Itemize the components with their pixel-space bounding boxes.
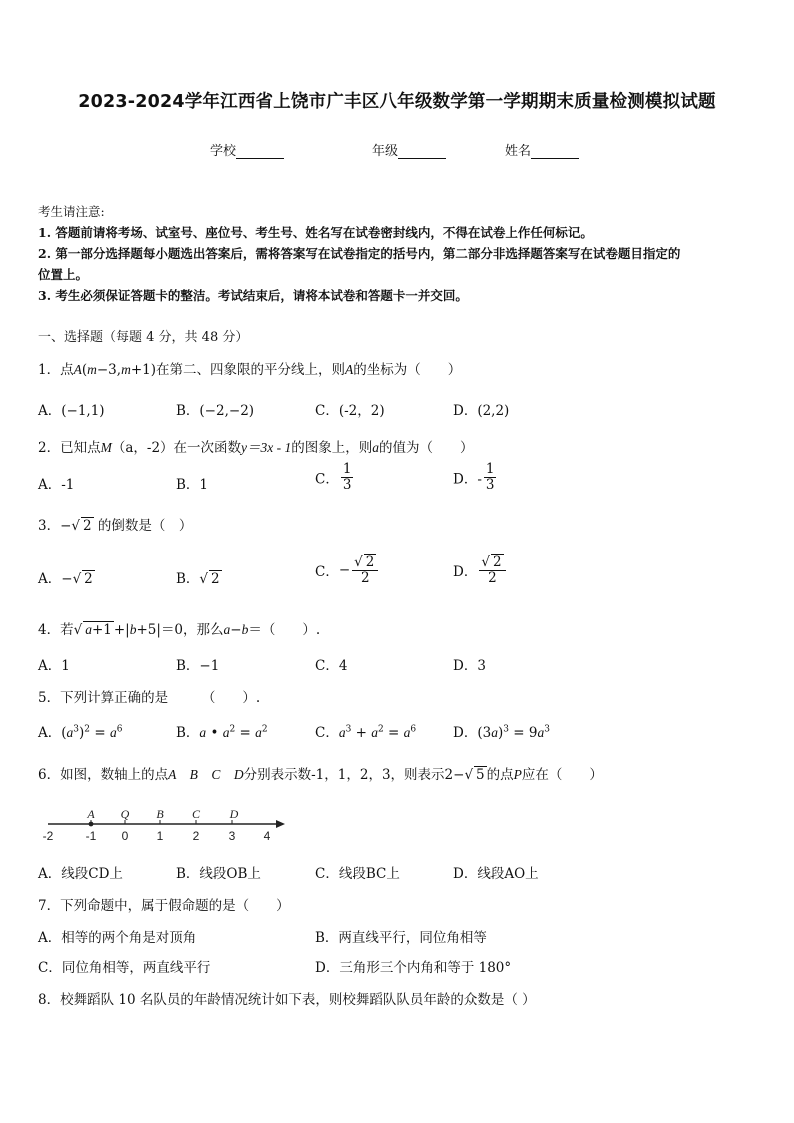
q5-option-c[interactable]: C．$a^3 + a^2 = a^6$ bbox=[315, 724, 417, 741]
notice-heading: 考生请注意: bbox=[38, 204, 105, 219]
q3-option-d[interactable]: D． $\frac{√ 2}{2}$ bbox=[453, 554, 506, 586]
school-blank[interactable] bbox=[236, 146, 284, 159]
q5-option-b[interactable]: B．a • $a^2 = a^2$ bbox=[176, 724, 268, 741]
q3-option-a[interactable]: A．−√ 2 bbox=[38, 571, 93, 587]
tick-label: -1 bbox=[85, 829, 97, 843]
q1-option-b[interactable]: B．(−2,−2) bbox=[176, 403, 255, 419]
q4-option-b[interactable]: B．−1 bbox=[176, 658, 220, 674]
page-title: 2023-2024学年江西省上饶市广丰区八年级数学第一学期期末质量检测模拟试题 bbox=[78, 92, 716, 112]
point-a-dot bbox=[89, 822, 94, 827]
notice-item: 位置上。 bbox=[38, 267, 89, 282]
notice-item: 1. 答题前请将考场、试室号、座位号、考生号、姓名写在试卷密封线内，不得在试卷上作任何标记。 bbox=[38, 225, 593, 240]
q5-option-a[interactable]: A．$(a^3)^2 = a^6$ bbox=[38, 724, 123, 741]
tick-label: 4 bbox=[263, 829, 271, 843]
notice-item: 3. 考生必须保证答题卡的整洁。考试结束后，请将本试卷和答题卡一并交回。 bbox=[38, 288, 468, 303]
question-7: 7．下列命题中，属于假命题的是（ ） bbox=[38, 898, 290, 914]
question-1: 1．点A(m−3,m+1)在第二、四象限的平分线上，则A的坐标为（ ） bbox=[38, 362, 462, 378]
number-line-figure bbox=[44, 806, 288, 846]
q6-option-a[interactable]: A．线段CD上 bbox=[38, 866, 123, 882]
q1-option-a[interactable]: A．(−1,1) bbox=[38, 403, 105, 419]
q7-option-a[interactable]: A．相等的两个角是对顶角 bbox=[38, 930, 197, 946]
tick-label: 2 bbox=[192, 829, 200, 843]
q4-option-a[interactable]: A．1 bbox=[38, 658, 70, 674]
tick-label: 3 bbox=[228, 829, 236, 843]
q2-option-a[interactable]: A．-1 bbox=[38, 477, 75, 493]
point-label: B bbox=[156, 807, 164, 821]
grade-field[interactable] bbox=[372, 140, 446, 159]
q4-option-c[interactable]: C．4 bbox=[315, 658, 348, 674]
question-6: 6．如图，数轴上的点A B C D分别表示数-1，1，2，3，则表示2−√ 5 的点P应在（ ） bbox=[38, 767, 603, 783]
name-label: 姓名 bbox=[505, 144, 532, 159]
q3-option-b[interactable]: B．√ 2 bbox=[176, 571, 220, 587]
name-field[interactable] bbox=[505, 140, 579, 159]
tick-label: -2 bbox=[42, 829, 54, 843]
q7-option-c[interactable]: C．同位角相等，两直线平行 bbox=[38, 960, 211, 976]
grade-label: 年级 bbox=[372, 144, 399, 159]
q3-option-c[interactable]: C．− $\frac{√ 2}{2}$ bbox=[315, 554, 378, 586]
section-heading: 一、选择题（每题 4 分，共 48 分） bbox=[38, 330, 249, 345]
point-label: Q bbox=[120, 807, 130, 821]
tick-label: 1 bbox=[156, 829, 164, 843]
arrow-head-icon bbox=[276, 820, 285, 828]
point-label: C bbox=[191, 807, 201, 821]
question-8: 8．校舞蹈队 10 名队员的年龄情况统计如下表，则校舞蹈队队员年龄的众数是（ ） bbox=[38, 992, 536, 1008]
q5-option-d[interactable]: D．$(3a)^3 = 9a^3$ bbox=[453, 724, 550, 741]
q7-option-b[interactable]: B．两直线平行，同位角相等 bbox=[315, 930, 487, 946]
q2-option-c[interactable]: C． $\frac{1}{3}$ bbox=[315, 461, 352, 493]
q7-option-d[interactable]: D．三角形三个内角和等于 180° bbox=[315, 960, 512, 976]
question-5: 5．下列计算正确的是 （ ）. bbox=[38, 690, 261, 706]
question-4: 4．若√ a+1 +|b+5|＝0，那么a−b＝（ ）. bbox=[38, 622, 321, 638]
school-field[interactable] bbox=[210, 140, 284, 159]
name-blank[interactable] bbox=[531, 146, 579, 159]
school-label: 学校 bbox=[210, 144, 237, 159]
q2-option-d[interactable]: D．- $\frac{1}{3}$ bbox=[453, 461, 495, 493]
notice-item: 2. 第一部分选择题每小题选出答案后，需将答案写在试卷指定的括号内，第二部分非选择题答案写在试卷题目指定的 bbox=[38, 246, 681, 261]
q6-option-b[interactable]: B．线段OB上 bbox=[176, 866, 261, 882]
q4-option-d[interactable]: D．3 bbox=[453, 658, 486, 674]
question-3: 3．−√ 2 的倒数是（ ） bbox=[38, 518, 193, 534]
question-2: 2．已知点M（a，-2）在一次函数y＝3x - 1的图象上，则a的值为（ ） bbox=[38, 440, 474, 456]
tick-label: 0 bbox=[121, 829, 129, 843]
point-label: A bbox=[87, 807, 95, 821]
q6-option-c[interactable]: C．线段BC上 bbox=[315, 866, 400, 882]
q1-option-c[interactable]: C．(-2，2) bbox=[315, 403, 385, 419]
grade-blank[interactable] bbox=[398, 146, 446, 159]
q6-option-d[interactable]: D．线段AO上 bbox=[453, 866, 539, 882]
point-label: D bbox=[229, 807, 239, 821]
q1-option-d[interactable]: D．(2,2) bbox=[453, 403, 510, 419]
q2-option-b[interactable]: B．1 bbox=[176, 477, 209, 493]
